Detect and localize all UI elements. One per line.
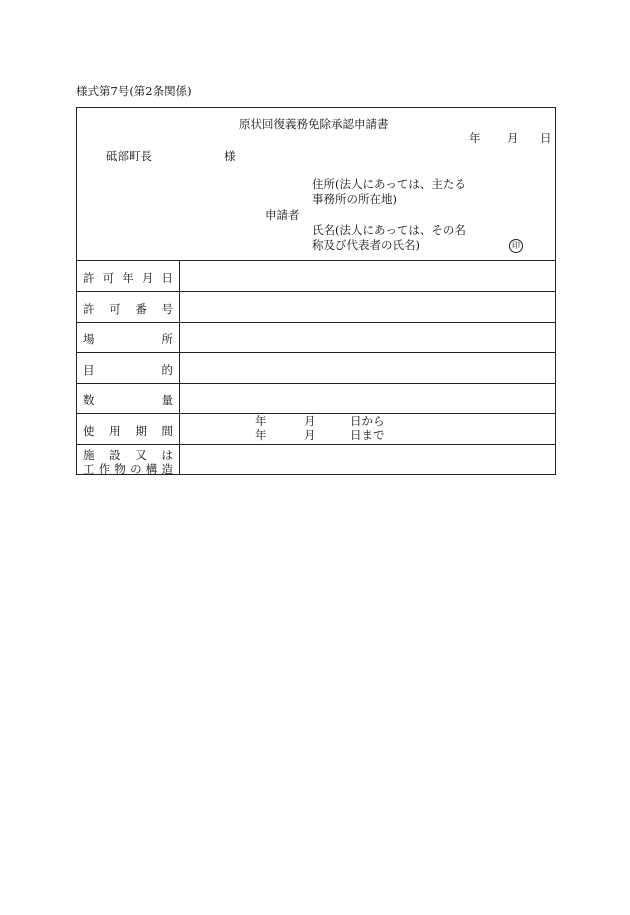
period-from-year: 年	[255, 414, 267, 428]
row-divider	[77, 322, 555, 323]
date-year: 年	[469, 131, 481, 145]
label-column-divider	[179, 260, 180, 474]
applicant-address-line2: 事務所の所在地)	[312, 192, 397, 206]
row-label-permit-date: 許 可 年 月 日	[83, 271, 173, 285]
form-title: 原状回復義務免除承認申請書	[239, 117, 389, 131]
applicant-name-line2: 称及び代表者の氏名)	[312, 238, 420, 252]
applicant-name-line1: 氏名(法人にあっては、その名	[312, 223, 466, 237]
addressee-name: 砥部町長	[106, 149, 152, 163]
row-label-quantity: 数 量	[83, 393, 173, 407]
row-divider	[77, 260, 555, 261]
row-label-structure-line2: 工 作 物 の 構 造	[83, 462, 173, 476]
row-divider	[77, 352, 555, 353]
period-from-month: 月	[304, 414, 316, 428]
row-label-usage-period: 使 用 期 間	[83, 424, 173, 438]
period-to-day: 日まで	[350, 428, 385, 442]
period-to-month: 月	[304, 428, 316, 442]
applicant-label: 申請者	[265, 208, 300, 222]
form-reference: 様式第7号(第2条関係)	[76, 84, 192, 98]
row-label-permit-number: 許 可 番 号	[83, 302, 173, 316]
row-label-structure-line1: 施 設 又 は	[83, 448, 173, 462]
period-from-day: 日から	[350, 414, 385, 428]
addressee-honorific: 様	[224, 149, 236, 163]
application-form	[76, 107, 556, 475]
period-to-year: 年	[255, 428, 267, 442]
seal-mark: 印	[509, 239, 523, 253]
row-divider	[77, 444, 555, 445]
date-month: 月	[507, 131, 519, 145]
row-divider	[77, 413, 555, 414]
applicant-address-line1: 住所(法人にあっては、主たる	[312, 177, 466, 191]
row-label-location: 場 所	[83, 332, 173, 346]
row-divider	[77, 383, 555, 384]
row-divider	[77, 291, 555, 292]
row-label-purpose: 目 的	[83, 363, 173, 377]
date-day: 日	[540, 131, 552, 145]
